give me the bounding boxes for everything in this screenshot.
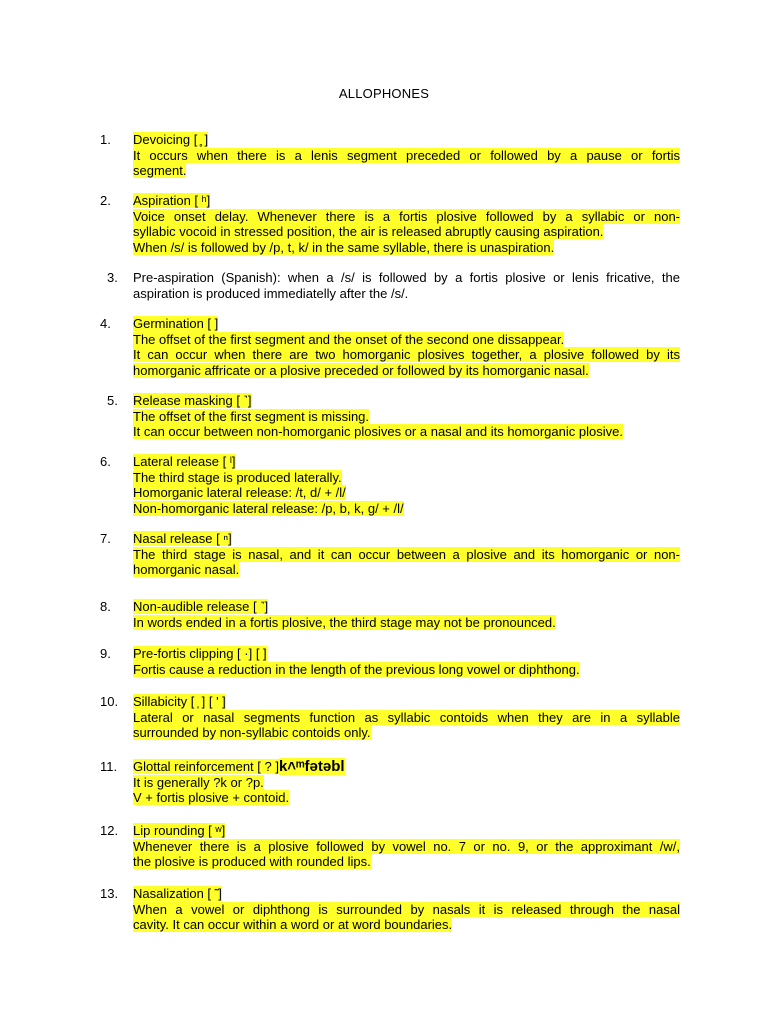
item-number: 9. bbox=[100, 646, 111, 661]
item-heading: Nasalization [ ̃ ] bbox=[133, 886, 222, 901]
item-line: Voice onset delay. Whenever there is a fortis plosive followed by a syllabic or non- bbox=[133, 208, 680, 224]
item-number: 12. bbox=[100, 823, 119, 838]
item-number: 1. bbox=[100, 132, 111, 147]
item-number: 8. bbox=[100, 599, 111, 614]
item-heading: Glottal reinforcement [ ? ] bbox=[133, 759, 279, 774]
item-number: 3. bbox=[107, 270, 118, 285]
item-line: The third stage is produced laterally. bbox=[133, 469, 342, 485]
item-heading: Lip rounding [ ʷ] bbox=[133, 823, 226, 838]
item-line: In words ended in a fortis plosive, the third stage may not be pronounced. bbox=[133, 614, 556, 630]
item-line: When /s/ is followed by /p, t, k/ in the same syllable, there is unaspiration. bbox=[133, 239, 555, 255]
item-number: 6. bbox=[100, 454, 111, 469]
item-heading: Lateral release [ ˡ] bbox=[133, 454, 236, 469]
item-heading: Non-audible release [ ˺] bbox=[133, 599, 269, 614]
item-heading: Germination [ ] bbox=[133, 316, 219, 331]
item-number: 2. bbox=[100, 193, 111, 208]
item-line: cavity. It can occur within a word or at word boundaries. bbox=[133, 917, 453, 932]
item-heading: Devoicing [ ̥ ] bbox=[133, 132, 209, 147]
item-line: Lateral or nasal segments function as syllabic contoids when they are in a syllable bbox=[133, 709, 680, 725]
item-number: 5. bbox=[107, 393, 118, 408]
item-heading: Release masking [ ˺] bbox=[133, 393, 252, 408]
item-line: The offset of the first segment and the onset of the second one dissappear. bbox=[133, 331, 565, 347]
item-heading: Nasal release [ ⁿ] bbox=[133, 531, 232, 546]
item-line: When a vowel or diphthong is surrounded by nasals it is released through the nasal bbox=[133, 901, 680, 917]
item-heading: Sillabicity [ ̩ ] [ ' ] bbox=[133, 694, 226, 709]
item-number: 4. bbox=[100, 316, 111, 331]
item-line: surrounded by non-syllabic contoids only. bbox=[133, 725, 371, 740]
item-line: the plosive is produced with rounded lips. bbox=[133, 854, 371, 869]
item-line: Whenever there is a plosive followed by vowel no. 7 or no. 9, or the approximant /w/, bbox=[133, 838, 680, 854]
item-line: V + fortis plosive + contoid. bbox=[133, 790, 290, 805]
item-line: It is generally ?k or ?p. bbox=[133, 774, 264, 790]
item-line: The offset of the first segment is missing. bbox=[133, 408, 370, 424]
item-line: homorganic nasal. bbox=[133, 562, 240, 577]
item-line: homorganic affricate or a plosive preceded or followed by its homorganic nasal. bbox=[133, 362, 589, 378]
item-line: It can occur when there are two homorganic plosives together, a plosive followed by its bbox=[133, 347, 680, 362]
item-number: 13. bbox=[100, 886, 119, 901]
item-line: It occurs when there is a lenis segment preceded or followed by a pause or fortis bbox=[133, 147, 680, 163]
item-line: syllabic vocoid in stressed position, the air is released abruptly causing aspiration. bbox=[133, 224, 604, 239]
item-line: The third stage is nasal, and it can occur between a plosive and its homorganic or non- bbox=[133, 546, 680, 562]
item-number: 10. bbox=[100, 694, 119, 709]
item-line: Non-homorganic lateral release: /p, b, k, g/ + /l/ bbox=[133, 500, 404, 516]
item-line: aspiration is produced immediatelly after the /s/. bbox=[133, 285, 409, 301]
item-line: Fortis cause a reduction in the length of the previous long vowel or diphthong. bbox=[133, 661, 580, 677]
item-heading: Pre-fortis clipping [ ·] [ ] bbox=[133, 646, 267, 661]
item-line: segment. bbox=[133, 163, 187, 178]
item-number: 11. bbox=[100, 759, 118, 774]
item-heading: Aspiration [ ʰ] bbox=[133, 193, 211, 208]
phonetic-transcription: k˄ᵐfətəbl bbox=[278, 758, 345, 775]
item-line: It can occur between non-homorganic plosives or a nasal and its homorganic plosive. bbox=[133, 424, 623, 439]
item-heading: Pre-aspiration (Spanish): when a /s/ is followed by a fortis plosive or lenis fricative, the bbox=[133, 270, 680, 285]
item-line: Homorganic lateral release: /t, d/ + /l/ bbox=[133, 485, 346, 500]
page-title: ALLOPHONES bbox=[338, 86, 430, 101]
item-number: 7. bbox=[100, 531, 111, 546]
